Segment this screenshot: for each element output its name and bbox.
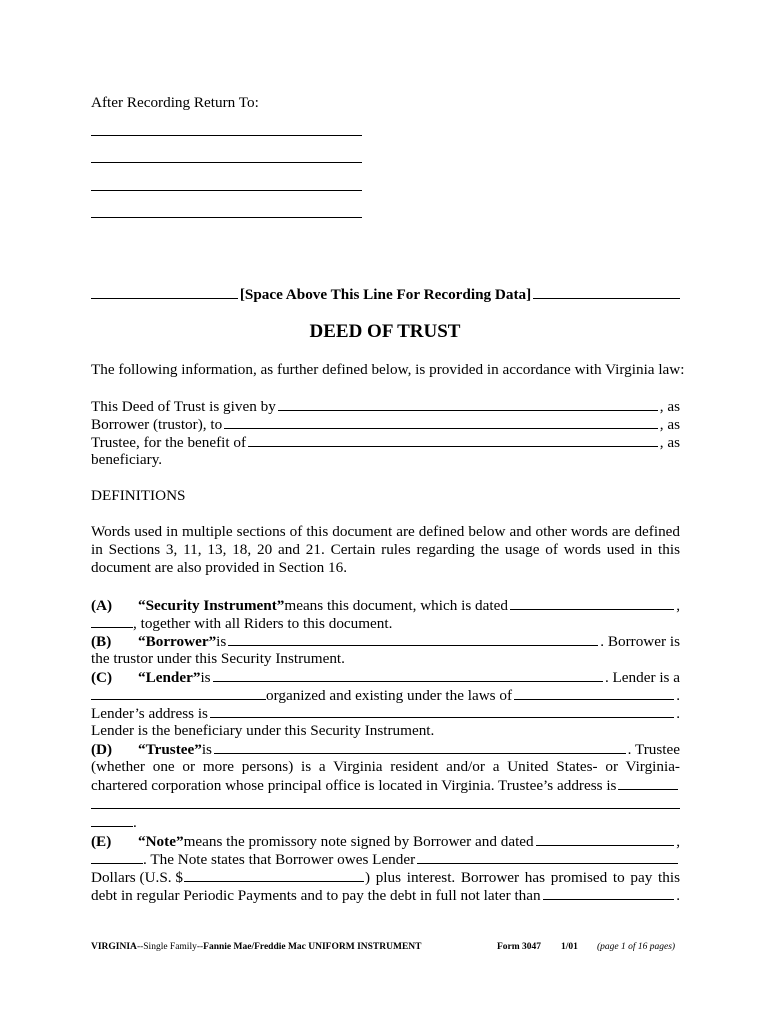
- item-d-address-row: chartered corporation whose principal office is located in Virginia. Trustee’s address is: [91, 776, 680, 795]
- trustee-name-field[interactable]: [224, 415, 658, 429]
- grantor-field[interactable]: [278, 397, 658, 411]
- item-label: (E): [91, 833, 112, 850]
- beneficiary-text: beneficiary.: [91, 451, 163, 468]
- return-to-heading: After Recording Return To:: [91, 94, 259, 111]
- item-b-cont: the trustor under this Security Instrument.: [91, 650, 345, 667]
- return-address-line[interactable]: [91, 135, 362, 136]
- definitions-paragraph-line: Words used in multiple sections of this document are defined below and other words are defined: [91, 523, 680, 540]
- trustee-field[interactable]: [214, 740, 626, 754]
- lender-entity-type-field[interactable]: [91, 686, 266, 700]
- lender-jurisdiction-field[interactable]: [514, 686, 674, 700]
- item-c-beneficiary: Lender is the beneficiary under this Security Instrument.: [91, 722, 435, 739]
- item-c-organized-row: organized and existing under the laws of .: [91, 686, 680, 705]
- term-note: “Note”: [138, 833, 184, 850]
- instrument-date-field[interactable]: [510, 596, 674, 610]
- item-e-row: (E) “Note” means the promissory note signed by Borrower and dated ,: [91, 833, 680, 850]
- maturity-date-field[interactable]: [543, 886, 675, 900]
- item-d-end-row: .: [91, 813, 680, 832]
- note-date-field[interactable]: [536, 832, 675, 846]
- item-label: (C): [91, 669, 113, 686]
- term-trustee: “Trustee”: [138, 741, 202, 758]
- borrower-to-row: Borrower (trustor), to , as: [91, 416, 680, 433]
- trustee-address-field-end[interactable]: [91, 813, 133, 827]
- return-address-line[interactable]: [91, 217, 362, 218]
- return-address-line[interactable]: [91, 162, 362, 163]
- footer-form-date: 1/01: [561, 942, 578, 952]
- definitions-paragraph-line: in Sections 3, 11, 13, 18, 20 and 21. Certain rules regarding the usage of words used in this: [91, 541, 680, 558]
- term-borrower: “Borrower”: [138, 633, 217, 650]
- item-c-row: (C) “Lender” is . Lender is a: [91, 669, 680, 686]
- instrument-year-field[interactable]: [91, 614, 133, 628]
- recording-data-line: [91, 285, 680, 304]
- item-d-row: (D) “Trustee” is . Trustee: [91, 741, 680, 758]
- item-label: (A): [91, 597, 113, 614]
- definitions-heading: DEFINITIONS: [91, 487, 186, 504]
- item-label: (B): [91, 633, 112, 650]
- item-b-row: (B) “Borrower” is . Borrower is: [91, 633, 680, 650]
- return-address-line[interactable]: [91, 190, 362, 191]
- recording-data-label: [Space Above This Line For Recording Data]: [239, 286, 532, 303]
- footer-form-number: Form 3047: [497, 942, 542, 952]
- footer-instrument: VIRGINIA--Single Family--Fannie Mae/Freddie Mac UNIFORM INSTRUMENT: [91, 942, 422, 952]
- trustee-address-line[interactable]: [91, 808, 680, 809]
- given-by-row: This Deed of Trust is given by , as: [91, 398, 680, 415]
- note-amount-words-field[interactable]: [417, 850, 678, 864]
- note-amount-field[interactable]: [184, 868, 364, 882]
- trustee-benefit-row: Trustee, for the benefit of , as: [91, 434, 680, 451]
- lender-address-field[interactable]: [210, 704, 674, 718]
- item-e-debt-row: debt in regular Periodic Payments and to pay the debt in full not later than .: [91, 887, 680, 904]
- term-security-instrument: “Security Instrument”: [138, 597, 285, 614]
- borrower-name-field[interactable]: [228, 632, 598, 646]
- document-title: DEED OF TRUST: [309, 321, 461, 342]
- item-a-row: (A) “Security Instrument” means this document, which is dated ,: [91, 597, 680, 614]
- intro-text: The following information, as further defined below, is provided in accordance with Virginia law:: [91, 361, 685, 378]
- definitions-paragraph-line: document are also provided in Section 16.: [91, 559, 348, 576]
- term-lender: “Lender”: [138, 669, 201, 686]
- item-c-address-row: Lender’s address is .: [91, 705, 680, 722]
- item-e-owes-row: . The Note states that Borrower owes Lender: [91, 850, 680, 869]
- note-year-field[interactable]: [91, 850, 143, 864]
- footer-page-count: (page 1 of 16 pages): [597, 942, 676, 952]
- item-e-dollars-row: Dollars (U.S. $ ) plus interest. Borrower has promised to pay this: [91, 869, 680, 886]
- item-d-line: (whether one or more persons) is a Virginia resident and/or a United States- or Virginia-: [91, 758, 680, 775]
- item-label: (D): [91, 741, 113, 758]
- beneficiary-field[interactable]: [248, 433, 658, 447]
- item-a-cont: , together with all Riders to this document.: [91, 614, 680, 633]
- lender-name-field[interactable]: [213, 668, 603, 682]
- trustee-address-field[interactable]: [618, 776, 678, 790]
